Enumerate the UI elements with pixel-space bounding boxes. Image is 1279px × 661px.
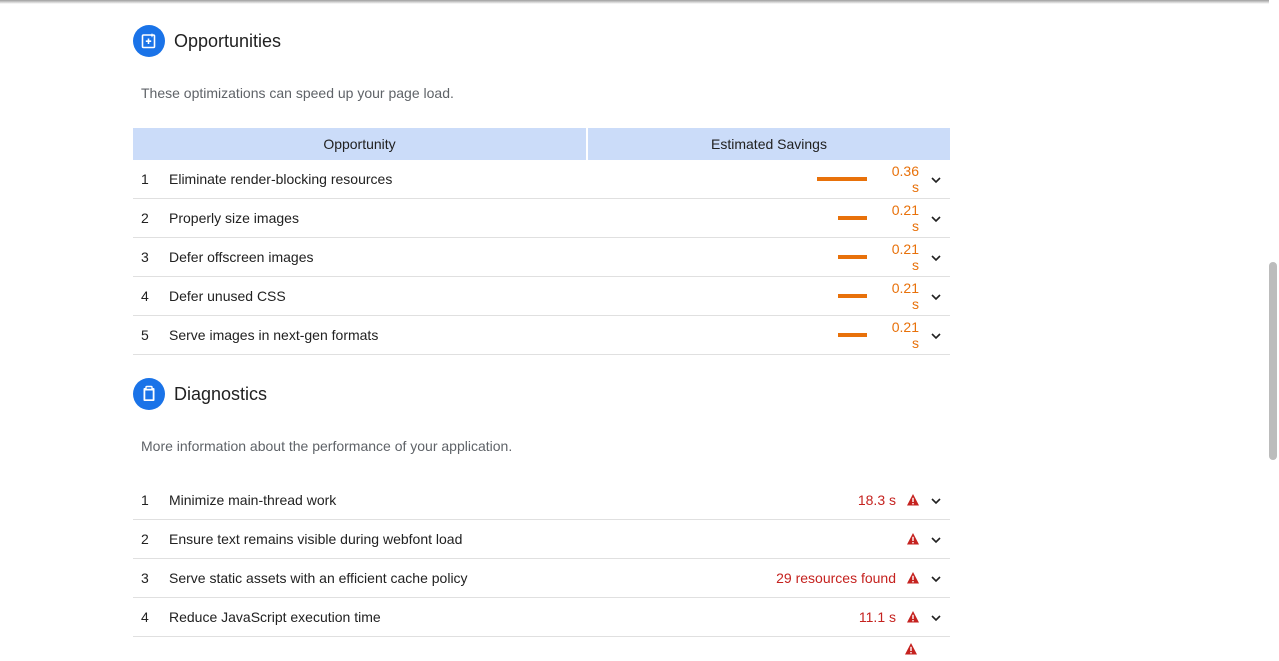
diagnostics-description: More information about the performance of your application. [141, 438, 513, 454]
warning-icon [906, 493, 920, 507]
row-number: 1 [141, 492, 149, 508]
chevron-down-icon[interactable] [930, 290, 942, 302]
savings-bar [817, 177, 867, 181]
opportunities-title: Opportunities [174, 30, 282, 51]
diagnostic-label: Serve static assets with an efficient cache policy [169, 570, 468, 586]
opportunities-table-header [133, 128, 950, 160]
opportunity-row[interactable] [133, 316, 950, 355]
savings-bar [838, 333, 867, 337]
warning-icon [906, 532, 920, 546]
savings-value: 0.21 s [891, 319, 919, 351]
savings-cell [838, 319, 942, 351]
opportunity-label: Defer unused CSS [169, 288, 286, 304]
diagnostic-label: Reduce JavaScript execution time [169, 609, 381, 625]
diagnostic-label: Minimize main-thread work [169, 492, 337, 508]
diagnostic-value-cell [859, 609, 942, 625]
opportunity-label: Eliminate render-blocking resources [169, 171, 393, 187]
row-number: 4 [141, 288, 149, 304]
diagnostics-header [133, 378, 267, 410]
row-number: 4 [141, 609, 149, 625]
diagnostic-row[interactable] [133, 520, 950, 559]
opportunity-row[interactable] [133, 199, 950, 238]
opportunities-description: These optimizations can speed up your page load. [141, 85, 454, 101]
warning-icon [906, 610, 920, 624]
savings-value: 0.36 s [891, 163, 919, 195]
chevron-down-icon[interactable] [930, 533, 942, 545]
savings-bar [838, 294, 867, 298]
savings-bar [838, 216, 867, 220]
warning-icon [904, 642, 918, 656]
savings-value: 0.21 s [891, 202, 919, 234]
savings-cell [838, 241, 942, 273]
top-scroll-shadow [0, 0, 1279, 4]
opportunity-row[interactable] [133, 160, 950, 199]
warning-icon [906, 571, 920, 585]
diagnostic-label: Ensure text remains visible during webfont load [169, 531, 463, 547]
savings-cell [838, 202, 942, 234]
savings-bar [838, 255, 867, 259]
clipboard-icon [133, 378, 165, 410]
row-number: 2 [141, 531, 149, 547]
chevron-down-icon[interactable] [930, 329, 942, 341]
diagnostic-row[interactable] [133, 481, 950, 520]
chevron-down-icon[interactable] [930, 173, 942, 185]
diagnostic-value-cell [906, 532, 942, 546]
diagnostic-value: 29 resources found [776, 570, 896, 586]
opportunities-header [133, 25, 281, 57]
diagnostic-value-cell [776, 570, 942, 586]
opportunity-row[interactable] [133, 277, 950, 316]
savings-value: 0.21 s [891, 241, 919, 273]
opportunity-label: Serve images in next-gen formats [169, 327, 379, 343]
chevron-down-icon[interactable] [930, 572, 942, 584]
savings-cell [838, 280, 942, 312]
column-header-opportunity: Opportunity [133, 128, 586, 160]
diagnostic-value: 18.3 s [857, 492, 896, 508]
diagnostic-value-cell [858, 492, 942, 508]
opportunity-row[interactable] [133, 238, 950, 277]
row-number: 5 [141, 327, 149, 343]
diagnostic-value: 11.1 s [858, 609, 896, 625]
diagnostic-row[interactable] [133, 559, 950, 598]
diagnostics-title: Diagnostics [174, 383, 268, 404]
diagnostic-row[interactable] [133, 598, 950, 637]
chevron-down-icon[interactable] [930, 611, 942, 623]
chevron-down-icon[interactable] [930, 212, 942, 224]
opportunity-label: Properly size images [169, 210, 299, 226]
savings-value: 0.21 s [891, 280, 919, 312]
opportunities-icon [133, 25, 165, 57]
savings-cell [817, 163, 942, 195]
row-number: 2 [141, 210, 149, 226]
row-number: 3 [141, 570, 149, 586]
scrollbar-thumb[interactable] [1269, 262, 1277, 460]
opportunity-label: Defer offscreen images [169, 249, 314, 265]
chevron-down-icon[interactable] [930, 494, 942, 506]
chevron-down-icon[interactable] [930, 251, 942, 263]
row-number: 3 [141, 249, 149, 265]
row-number: 1 [141, 171, 149, 187]
column-header-estimated-savings: Estimated Savings [588, 128, 950, 160]
